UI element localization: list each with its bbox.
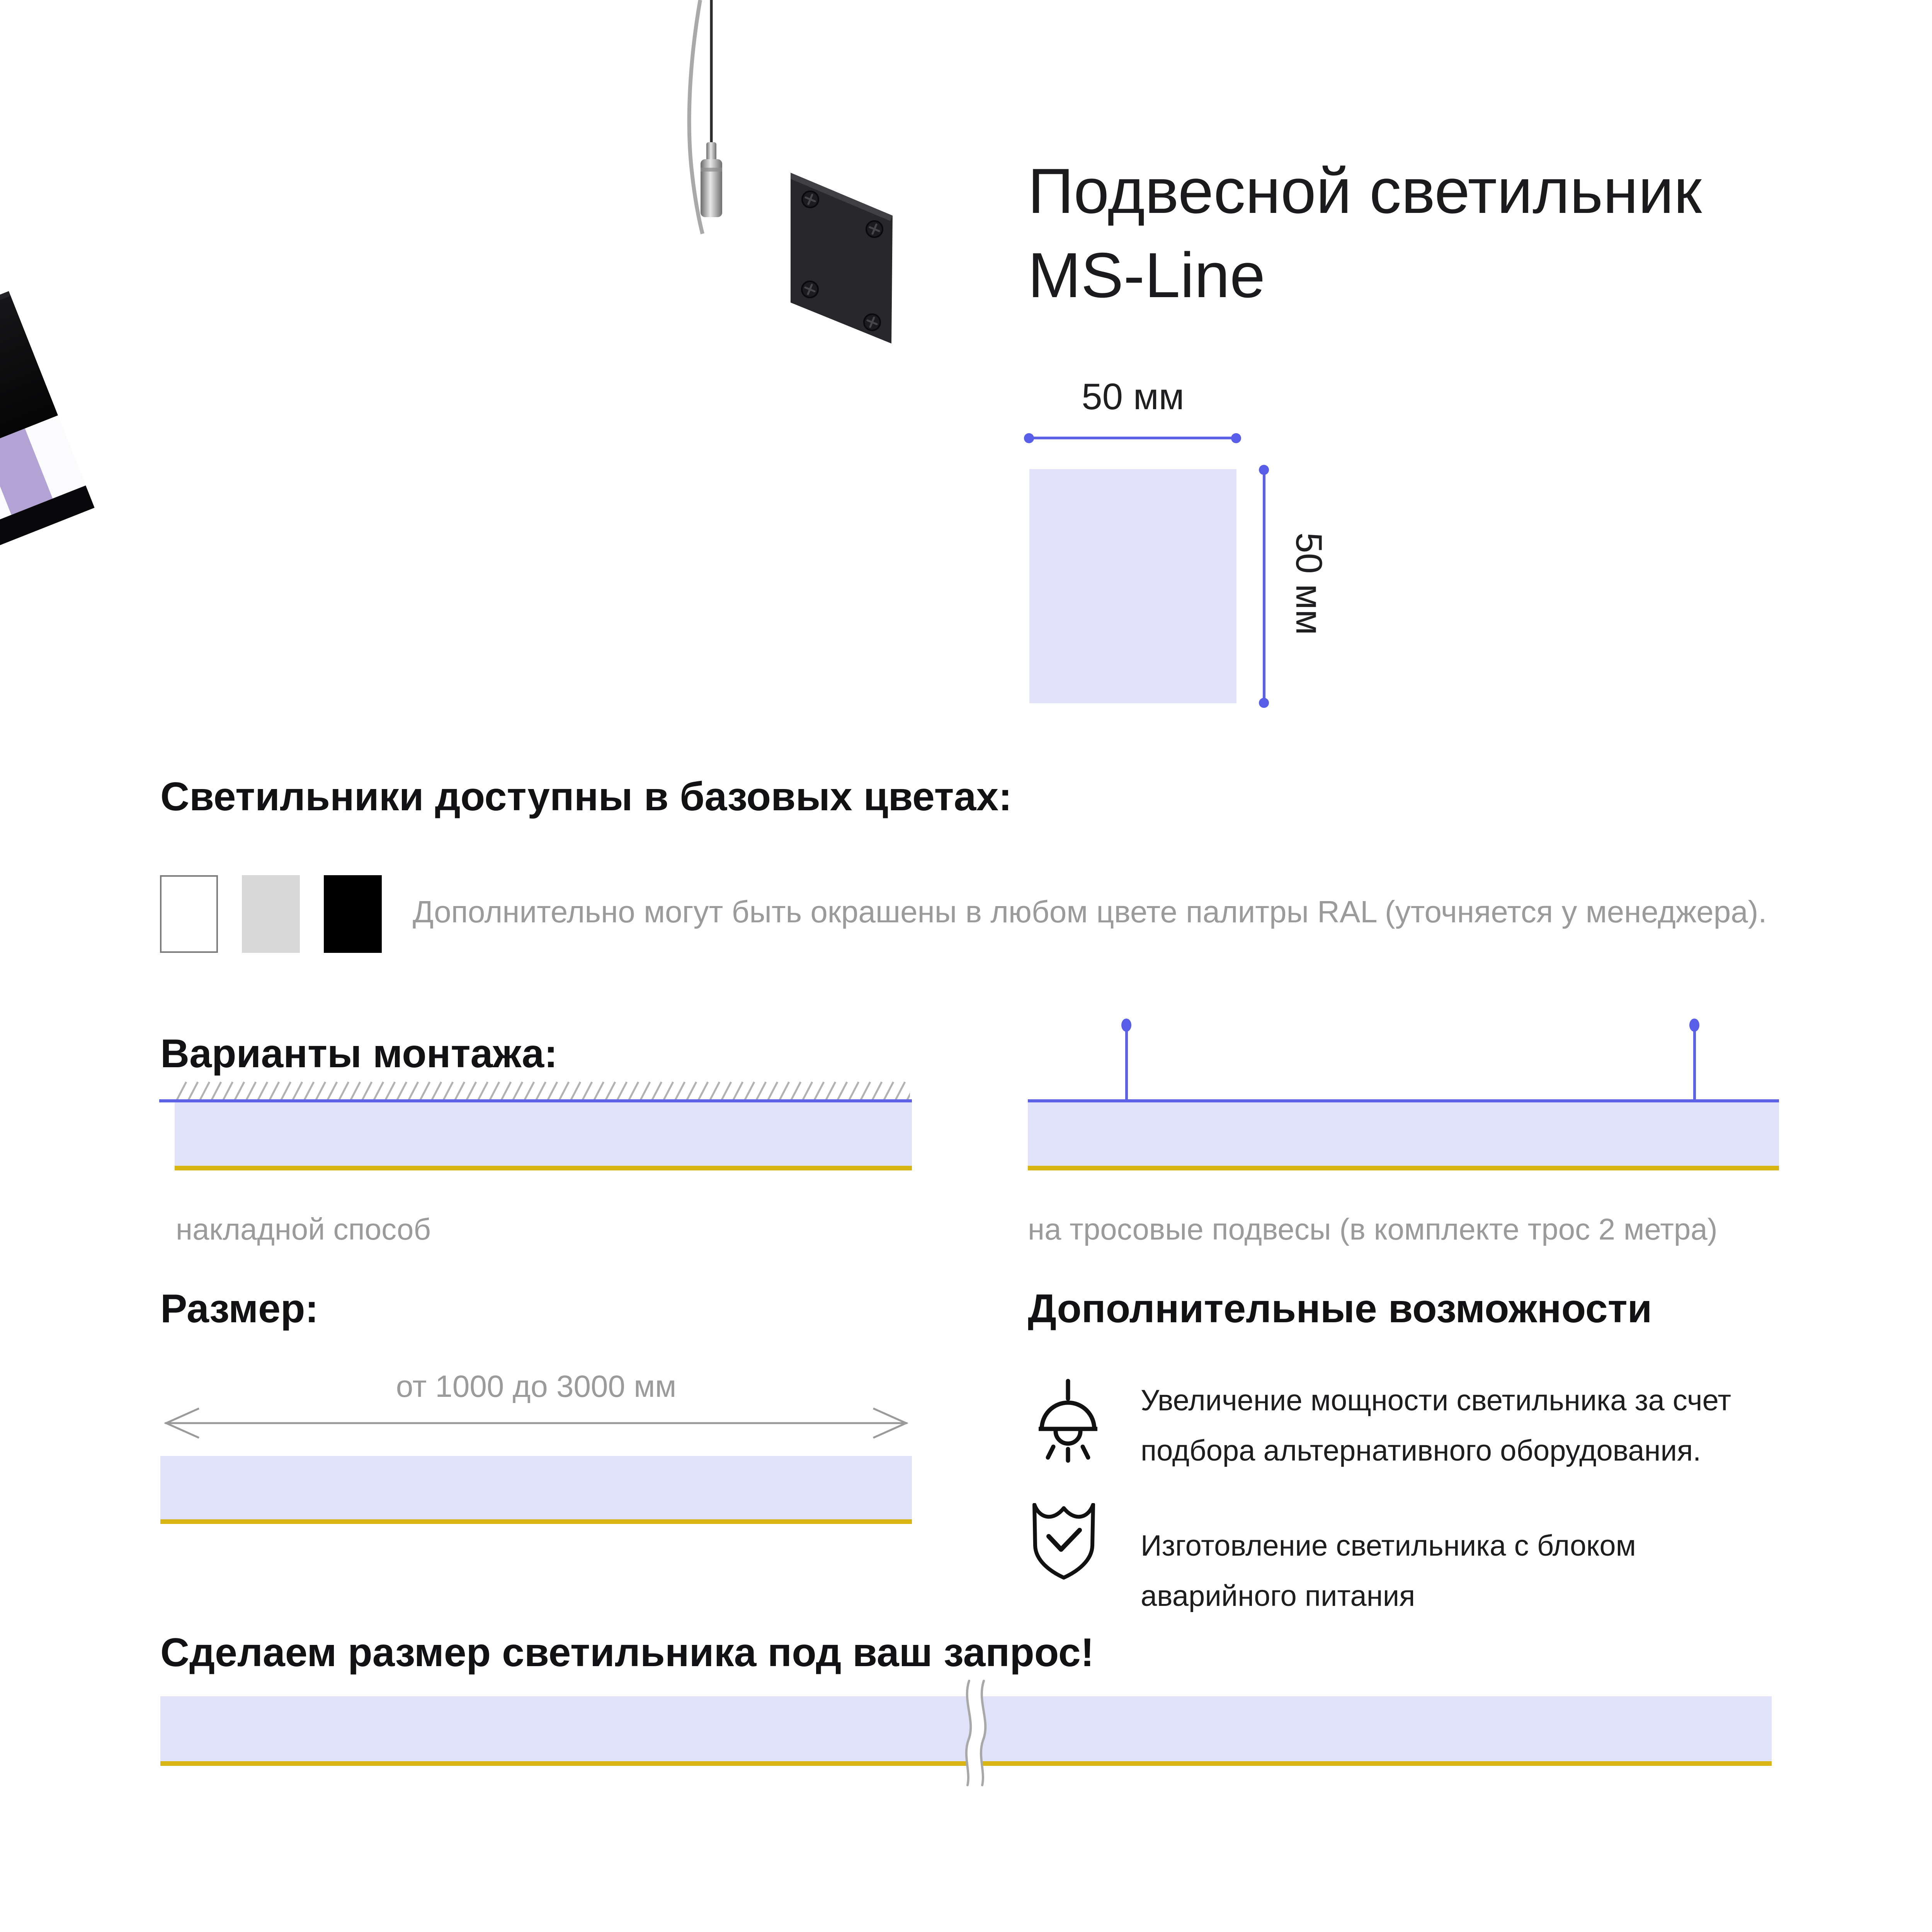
colors-section-heading: Светильники доступны в базовых цветах: (160, 774, 1012, 819)
suspension-anchor-dot (1689, 1019, 1699, 1032)
feature-text-line: Изготовление светильника с блоком (1141, 1529, 1636, 1562)
ceiling-hatch (176, 1081, 910, 1100)
custom-size-heading: Сделаем размер светильника под ваш запрос! (160, 1630, 1094, 1675)
surface-mount-luminaire (175, 1102, 912, 1166)
cable-gripper-icon (701, 142, 722, 217)
pendant-lamp-icon (1039, 1379, 1097, 1466)
mounting-section-heading: Варианты монтажа: (160, 1031, 558, 1076)
lamp-render-svg (0, 0, 904, 757)
dimension-dot (1259, 698, 1269, 708)
page-title-line1: Подвесной светильник (1028, 155, 1702, 226)
suspended-mount-diffuser-line (1028, 1166, 1779, 1170)
dimension-dot (1259, 465, 1269, 475)
suspended-mount-luminaire (1028, 1102, 1779, 1166)
feature-text-line: аварийного питания (1141, 1580, 1415, 1612)
suspended-mount-top-line (1028, 1099, 1779, 1102)
feature-text-line: подбора альтернативного оборудования. (1141, 1434, 1701, 1467)
length-break-icon (954, 1676, 1000, 1788)
suspension-wire-left (1125, 1027, 1128, 1101)
page-title-line2: MS-Line (1028, 240, 1265, 311)
width-dimension-line (1028, 437, 1236, 439)
page-title (1028, 149, 1702, 317)
height-dimension-line (1263, 469, 1265, 703)
width-dimension-label: 50 мм (1082, 376, 1184, 417)
shield-check-icon (1032, 1503, 1096, 1580)
features-section-heading: Дополнительные возможности (1028, 1286, 1652, 1331)
size-diffuser-line (160, 1519, 912, 1524)
color-swatch-black (324, 875, 382, 953)
lamp-product-image (0, 0, 904, 757)
mounting-option-caption: накладной способ (176, 1212, 431, 1246)
dimension-dot (1024, 433, 1034, 443)
size-range-label: от 1000 до 3000 мм (396, 1369, 677, 1403)
profile-cross-section (1029, 469, 1236, 703)
suspension-wire-right (1693, 1027, 1696, 1101)
ral-note: Дополнительно могут быть окрашены в любом цвете палитры RAL (уточняется у менеджера). (413, 895, 1767, 929)
lamp-profile-body (0, 291, 95, 757)
feature-item (1141, 1521, 1636, 1621)
mount-surface-line (159, 1099, 912, 1102)
size-luminaire-bar (160, 1456, 912, 1519)
height-dimension-label: 50 мм (1288, 532, 1330, 635)
feature-item (1141, 1376, 1731, 1476)
color-swatch-gray (242, 875, 300, 953)
color-swatch-white (160, 875, 218, 953)
feature-text-line: Увеличение мощности светильника за счет (1141, 1384, 1731, 1417)
suspension-cable (689, 0, 702, 234)
size-section-heading: Размер: (160, 1286, 319, 1331)
dimension-dot (1231, 433, 1241, 443)
suspension-anchor-dot (1121, 1019, 1131, 1032)
surface-mount-diffuser-line (175, 1166, 912, 1170)
mounting-option-caption: на тросовые подвесы (в комплекте трос 2 метра) (1028, 1212, 1718, 1246)
size-range-arrow-icon (160, 1405, 912, 1441)
